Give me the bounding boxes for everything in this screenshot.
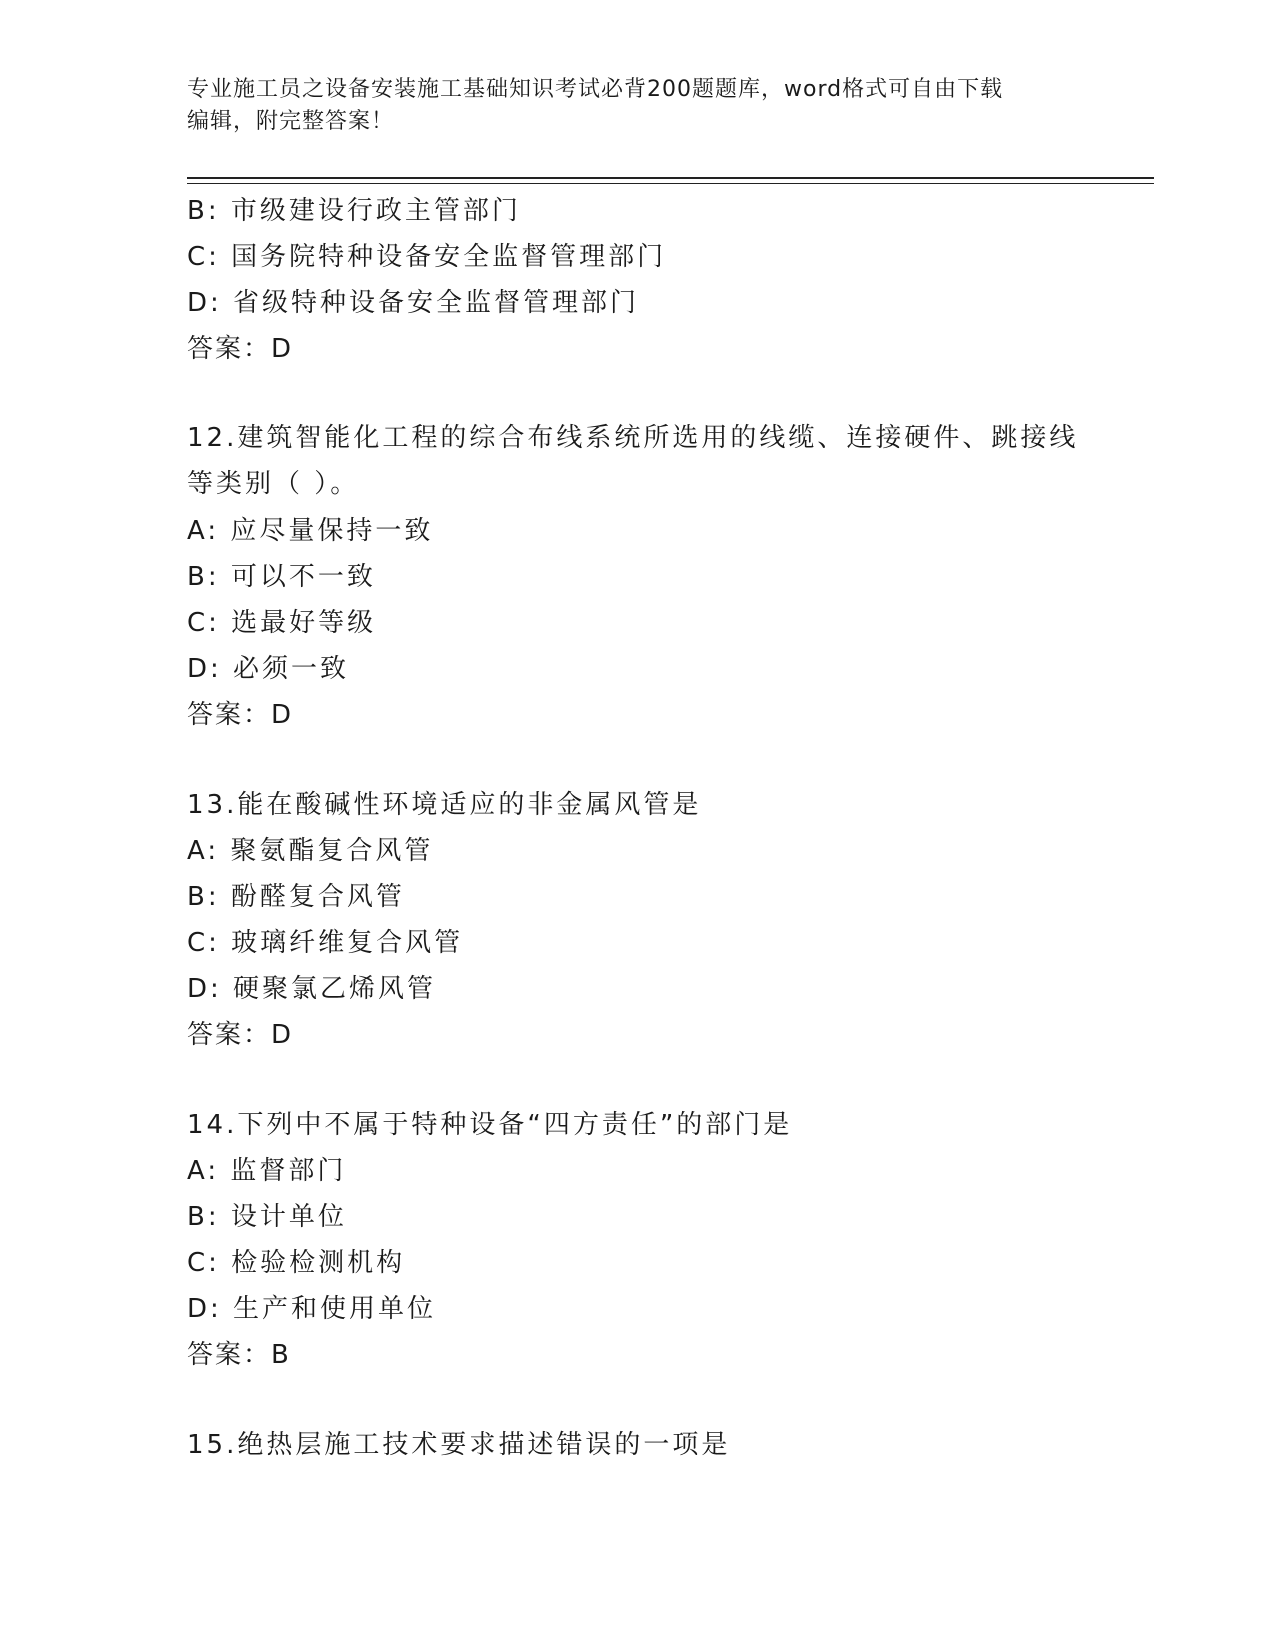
header-rule-thick (187, 177, 1154, 179)
option-c: C: 检验检测机构 (187, 1248, 406, 1278)
option-b: B: 设计单位 (187, 1202, 347, 1232)
answer-line: 答案：D (187, 700, 294, 730)
question-title: 13.能在酸碱性环境适应的非金属风管是 (187, 790, 702, 820)
question-14 (187, 1102, 1087, 1378)
option-a: A: 监督部门 (187, 1156, 347, 1186)
question-15 (187, 1422, 1087, 1468)
header-rule-thin (187, 183, 1154, 184)
option-c: C: 选最好等级 (187, 608, 377, 638)
answer-line: 答案：B (187, 1340, 291, 1370)
question-11-continued (187, 188, 1087, 372)
question-title-continued: 等类别（ ）。 (187, 469, 360, 499)
option-b: B: 酚醛复合风管 (187, 882, 405, 912)
question-title: 15.绝热层施工技术要求描述错误的一项是 (187, 1430, 731, 1460)
option-a: A: 应尽量保持一致 (187, 516, 434, 546)
header-line-1: 专业施工员之设备安装施工基础知识考试必背200题题库，word格式可自由下载 (187, 77, 1004, 102)
option-b: B: 可以不一致 (187, 562, 376, 592)
option-d: D: 生产和使用单位 (187, 1294, 437, 1324)
option-d: D: 省级特种设备安全监督管理部门 (187, 288, 640, 318)
option-d: D: 硬聚氯乙烯风管 (187, 974, 437, 1004)
option-c: C: 国务院特种设备安全监督管理部门 (187, 242, 667, 272)
option-d: D: 必须一致 (187, 654, 350, 684)
option-a: A: 聚氨酯复合风管 (187, 836, 434, 866)
option-c: C: 玻璃纤维复合风管 (187, 928, 464, 958)
answer-line: 答案：D (187, 1020, 294, 1050)
question-12 (187, 416, 1087, 738)
question-13 (187, 782, 1087, 1058)
question-title: 12.建筑智能化工程的综合布线系统所选用的线缆、连接硬件、跳接线 (187, 423, 1079, 453)
document-header (187, 74, 1087, 138)
answer-line: 答案：D (187, 334, 294, 364)
question-title: 14.下列中不属于特种设备“四方责任”的部门是 (187, 1110, 793, 1140)
header-line-2: 编辑，附完整答案！ (187, 109, 395, 134)
option-b: B: 市级建设行政主管部门 (187, 196, 521, 226)
document-body (187, 188, 1087, 1468)
